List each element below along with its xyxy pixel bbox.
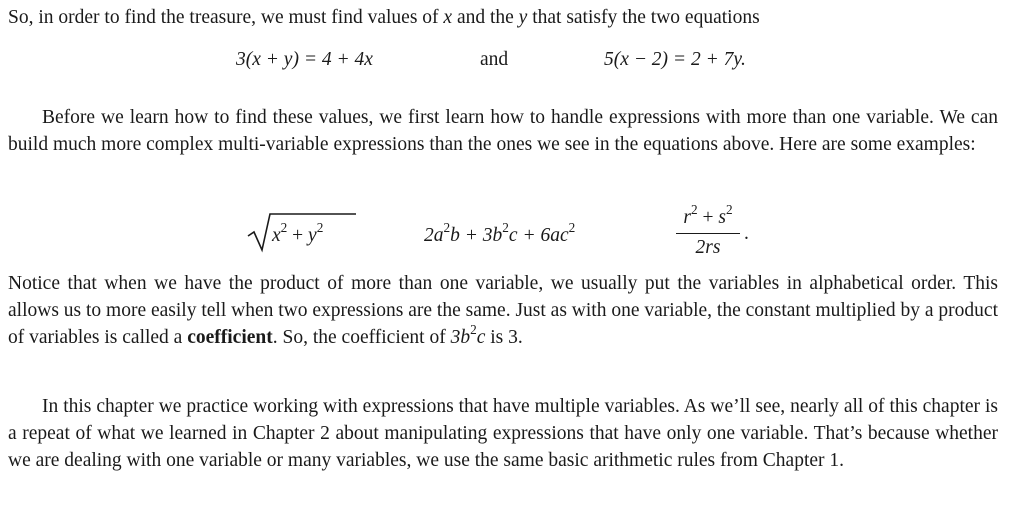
intro-text-1: So, in order to find the treasure, we must find values of	[8, 7, 444, 28]
var-x: x	[443, 7, 453, 28]
examples-row	[0, 202, 1011, 258]
equation-right: 5(x − 2) = 2 + 7y.	[604, 49, 746, 70]
paragraph-chapter-overview: In this chapter we practice working with expressions that have multiple variables. As we’ll see, nearly all of this chapter is a repeat of what we learned in Chapter 2 about manipulating expressions that have only one variable. That’s because whether we are dealing with one variable or many variables, we use the same basic arithmetic rules from Chapter 1.	[8, 396, 998, 471]
example-polynomial: $2a^2b + 3b^2c + 6ac^2$	[424, 220, 576, 246]
term-tail: c	[476, 327, 486, 348]
coefficient-text-1: Notice that when we have the product of more than one variable, we usually put the variables in alphabetical order. This allows us to more easily tell when two expressions are the same. Just as with one variable, the constant multiplied by a product of variables is called a	[8, 273, 998, 348]
fraction-numerator: $r^2 + s^2$	[683, 202, 733, 228]
coefficient-term: coefficient	[187, 327, 273, 348]
coefficient-text-3: is 3.	[485, 327, 523, 348]
paragraph-coefficient	[8, 270, 998, 351]
term-base: 3b	[450, 327, 471, 348]
example-fraction	[672, 204, 752, 258]
intro-text-2: and the	[452, 7, 519, 28]
term-exponent: 2	[470, 322, 477, 338]
equation-and: and	[480, 49, 509, 70]
example-sqrt	[246, 210, 358, 254]
coefficient-text-2: . So, the coefficient of	[272, 327, 451, 348]
sqrt-radicand: $x^2 + y^2$	[272, 220, 324, 246]
var-y: y	[518, 7, 528, 28]
intro-text-3: that satisfy the two equations	[527, 7, 760, 28]
paragraph-multi-variable: Before we learn how to find these values, we first learn how to handle expressions with more than one variable. We can build much more complex multi-variable expressions than the ones we see in the equations above. Here are some examples:	[8, 107, 998, 155]
equation-row	[0, 46, 1011, 76]
intro-sentence	[8, 4, 998, 31]
equation-left: 3(x + y) = 4 + 4x	[236, 49, 373, 70]
fraction-denominator: 2rs	[695, 237, 721, 258]
fraction-period: .	[744, 223, 749, 244]
